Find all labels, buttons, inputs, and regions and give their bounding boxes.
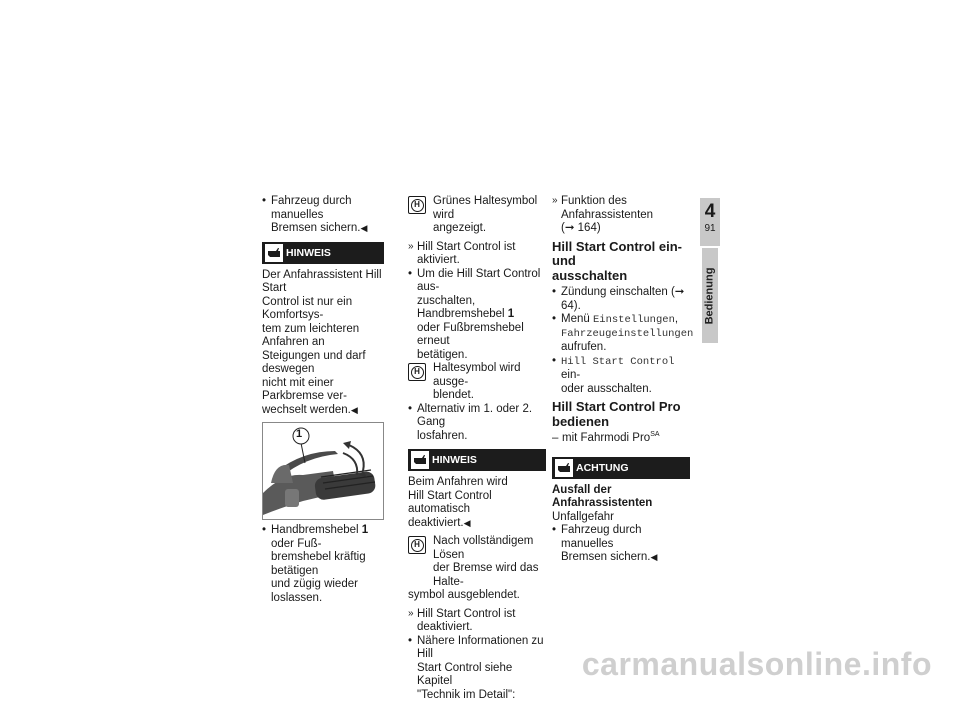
page-number: 91 (700, 223, 720, 235)
warning-title: Ausfall der Anfahrassistenten (552, 484, 690, 511)
bullet-secure-vehicle: • Fahrzeug durch manuelles Bremsen sichern.◀ (262, 195, 384, 236)
hill-hold-icon: H (408, 363, 426, 381)
handlebar-lever-illustration (262, 422, 384, 520)
note-text: Der Anfahrassistent Hill Start Control ist nur ein Komfortsys- tem zum leichteren Anfahren an Steigungen und darf deswegen nicht mit einer Parkbremse ver- wechselt werden.◀ (262, 269, 384, 418)
section-heading: Hill Start Control Pro bedienen (552, 400, 690, 429)
bullet-alternative-gear: • Alternativ im 1. oder 2. Gang losfahren. (408, 403, 546, 444)
hand-pointer-icon (411, 451, 429, 469)
hill-hold-icon: H (408, 536, 426, 554)
note-text: Beim Anfahren wird Hill Start Control automatisch deaktiviert.◀ (408, 476, 546, 530)
column-3 (552, 195, 690, 565)
note-header: HINWEIS (408, 449, 546, 471)
note-header: HINWEIS (262, 242, 384, 264)
watermark: carmanualsonline.info (582, 658, 932, 672)
column-2: H Grünes Haltesymbol wird angezeigt. » Hill Start Control ist aktiviert. • Um die Hill Start Control aus- zuschalten, Handbremshebel 1 oder Fußbremshebel erneut betätigen. H Haltesymbol wird ausge- blendet. • Alternativ im 1. oder 2. Gang losfahren. HINWEIS Beim Anfahren wird Hill Start Control automatisch deaktiviert.◀ H Nach vollständigem Lösen der Bremse wird das Halte- symbol ausgeblendet. » Hill Start Control ist deaktiviert. • Nähere Informationen zu Hill Start Control siehe Kapitel "Technik im Detail": (408, 195, 546, 702)
chapter-tab (700, 198, 720, 246)
hill-hold-icon: H (408, 196, 426, 214)
section-heading: Hill Start Control ein- und ausschalten (552, 240, 690, 284)
column-1 (262, 195, 384, 605)
hold-symbol-row: H Haltesymbol wird ausge- blendet. (408, 362, 546, 403)
result-activated: » Hill Start Control ist aktiviert. (408, 241, 546, 268)
chapter-number: 4 (700, 198, 720, 223)
end-mark: ◀ (360, 223, 367, 233)
warning-subtitle: Unfallgefahr (552, 511, 690, 525)
hand-pointer-icon (265, 244, 283, 262)
bullet-toggle: • Hill Start Control ein- oder ausschalten. (552, 355, 690, 397)
callout-number: 1 (296, 428, 302, 442)
hold-symbol-row: H Grünes Haltesymbol wird angezeigt. (408, 195, 546, 236)
bullet-more-info: • Nähere Informationen zu Hill Start Control siehe Kapitel "Technik im Detail": (408, 635, 546, 702)
hand-pointer-icon (555, 459, 573, 477)
hold-symbol-row: H Nach vollständigem Lösen der Bremse wird das Halte- (408, 535, 546, 589)
section-label: Bedienung (702, 248, 718, 343)
bullet-operate-brake-lever: • Handbremshebel 1 oder Fuß- bremshebel kräftig betätigen und zügig wieder loslassen. (262, 524, 384, 605)
result-deactivated: » Hill Start Control ist deaktiviert. (408, 608, 546, 635)
bullet-deactivate: • Um die Hill Start Control aus- zuschalten, Handbremshebel 1 oder Fußbremshebel erneut betätigen. (408, 268, 546, 363)
bullet-ignition: • Zündung einschalten (➞ 64). (552, 286, 690, 313)
bullet-menu: • Menü Einstellungen, Fahrzeugeinstellungen aufrufen. (552, 313, 690, 355)
bullet-secure-vehicle: • Fahrzeug durch manuelles Bremsen sichern.◀ (552, 524, 690, 565)
cross-reference: » Funktion des Anfahrassistenten (➞ 164) (552, 195, 690, 236)
warning-header: ACHTUNG (552, 457, 690, 479)
prerequisite: – mit Fahrmodi Pro$^{SA}$ (552, 432, 690, 446)
